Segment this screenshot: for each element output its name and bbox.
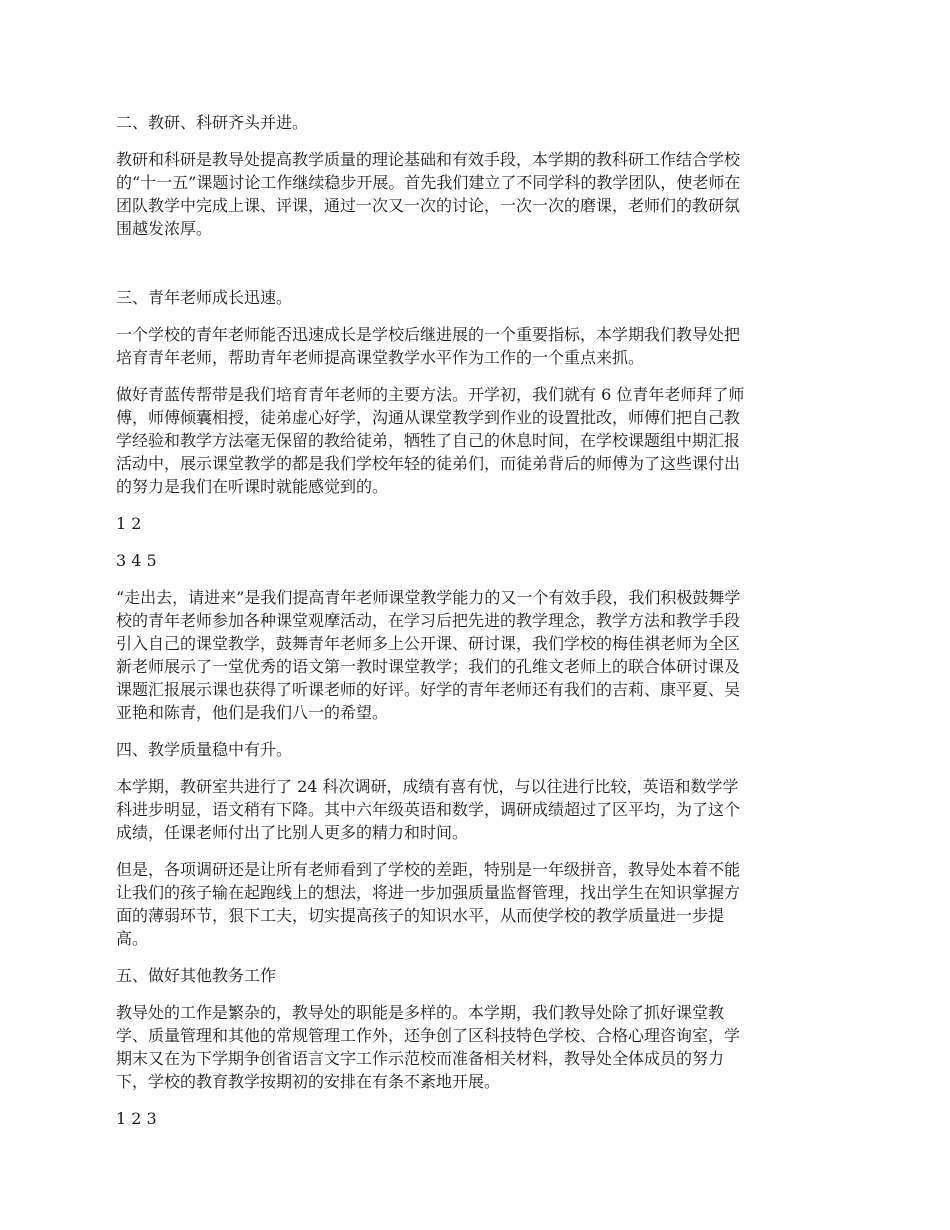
text-line: 团队教学中完成上课、评课，通过一次又一次的讨论，一次一次的磨课，老师们的教研氛 <box>116 196 741 215</box>
text-line: 新老师展示了一堂优秀的语文第一教时课堂教学；我们的孔维文老师上的联合体研讨课及 <box>116 657 741 676</box>
text-line: 的“十一五”课题讨论工作继续稳步开展。首先我们建立了不同学科的教学团队，使老师在 <box>116 173 741 192</box>
heading-4 <box>116 738 842 761</box>
text-line: 1 2 <box>116 514 142 533</box>
text-line: 学、质量管理和其他的常规管理工作外，还争创了区科技特色学校、合格心理咨询室，学 <box>116 1026 741 1045</box>
paragraph-quality-1 <box>116 775 842 844</box>
heading-2 <box>116 111 842 134</box>
paragraph-research <box>116 148 842 240</box>
text-line: 让我们的孩子输在起跑线上的想法，将进一步加强质量监督管理，找出学生在知识掌握方 <box>116 883 741 902</box>
text-line: 围越发浓厚。 <box>116 219 213 238</box>
text-line: 五、做好其他教务工作 <box>116 966 277 985</box>
text-line: 三、青年老师成长迅速。 <box>116 288 293 307</box>
text-line: 的努力是我们在听课时就能感觉到的。 <box>116 477 389 496</box>
text-line: 四、教学质量稳中有升。 <box>116 740 293 759</box>
text-line: 面的薄弱环节，狠下工夫，切实提高孩子的知识水平，从而使学校的教学质量进一步提 <box>116 906 725 925</box>
text-line: 一个学校的青年老师能否迅速成长是学校后继进展的一个重要指标，本学期我们教导处把 <box>116 325 741 344</box>
numbers-line <box>116 512 842 535</box>
text-line: 期末又在为下学期争创省语言文字工作示范校而准备相关材料，教导处全体成员的努力 <box>116 1049 725 1068</box>
text-line: 培育青年老师，帮助青年老师提高课堂教学水平作为工作的一个重点来抓。 <box>116 348 645 367</box>
text-line: 教研和科研是教导处提高教学质量的理论基础和有效手段，本学期的教科研工作结合学校 <box>116 150 741 169</box>
text-line: 但是，各项调研还是让所有老师看到了学校的差距，特别是一年级拼音，教导处本着不能 <box>116 860 741 879</box>
text-line: 课题汇报展示课也获得了听课老师的好评。好学的青年老师还有我们的吉莉、康平夏、吴 <box>116 680 741 699</box>
text-line: 傅，师傅倾囊相授，徒弟虚心好学，沟通从课堂教学到作业的设置批改，师傅们把自己教 <box>116 408 741 427</box>
text-line: 学经验和教学方法毫无保留的教给徒弟，牺牲了自己的休息时间，在学校课题组中期汇报 <box>116 431 741 450</box>
text-line: 高。 <box>116 929 149 948</box>
text-line: 亚艳和陈青，他们是我们八一的希望。 <box>116 703 389 722</box>
text-line: 1 2 3 <box>116 1109 157 1128</box>
text-line: 校的青年老师参加各种课堂观摩活动，在学习后把先进的教学理念，教学方法和教学手段 <box>116 611 741 630</box>
text-line: 成绩，任课老师付出了比别人更多的精力和时间。 <box>116 823 469 842</box>
text-line: 科进步明显，语文稍有下降。其中六年级英语和数学，调研成绩超过了区平均，为了这个 <box>116 800 741 819</box>
paragraph-young-teachers-1 <box>116 323 842 369</box>
document-page <box>116 111 842 1144</box>
paragraph-young-teachers-2 <box>116 383 842 498</box>
paragraph-quality-2 <box>116 858 842 950</box>
text-line: 教导处的工作是繁杂的，教导处的职能是多样的。本学期，我们教导处除了抓好课堂教 <box>116 1003 725 1022</box>
text-line: 引入自己的课堂教学，鼓舞青年老师多上公开课、研讨课，我们学校的梅佳祺老师为全区 <box>116 634 741 653</box>
numbers-line <box>116 1107 842 1130</box>
heading-5 <box>116 964 842 987</box>
numbers-line <box>116 549 842 572</box>
paragraph-other-work <box>116 1001 842 1093</box>
text-line: 活动中，展示课堂教学的都是我们学校年轻的徒弟们，而徒弟背后的师傅为了这些课付出 <box>116 454 741 473</box>
text-line: 下，学校的教育教学按期初的安排在有条不紊地开展。 <box>116 1072 501 1091</box>
text-line: 本学期，教研室共进行了 24 科次调研，成绩有喜有忧，与以往进行比较，英语和数学学 <box>116 777 739 796</box>
text-line: “走出去，请进来”是我们提高青年老师课堂教学能力的又一个有效手段，我们积极鼓舞学 <box>116 588 741 607</box>
text-line: 二、教研、科研齐头并进。 <box>116 113 309 132</box>
heading-3 <box>116 286 842 309</box>
text-line: 做好青蓝传帮带是我们培育青年老师的主要方法。开学初，我们就有 6 位青年老师拜了师 <box>116 385 745 404</box>
paragraph-young-teachers-3 <box>116 586 842 724</box>
text-line: 3 4 5 <box>116 551 157 570</box>
